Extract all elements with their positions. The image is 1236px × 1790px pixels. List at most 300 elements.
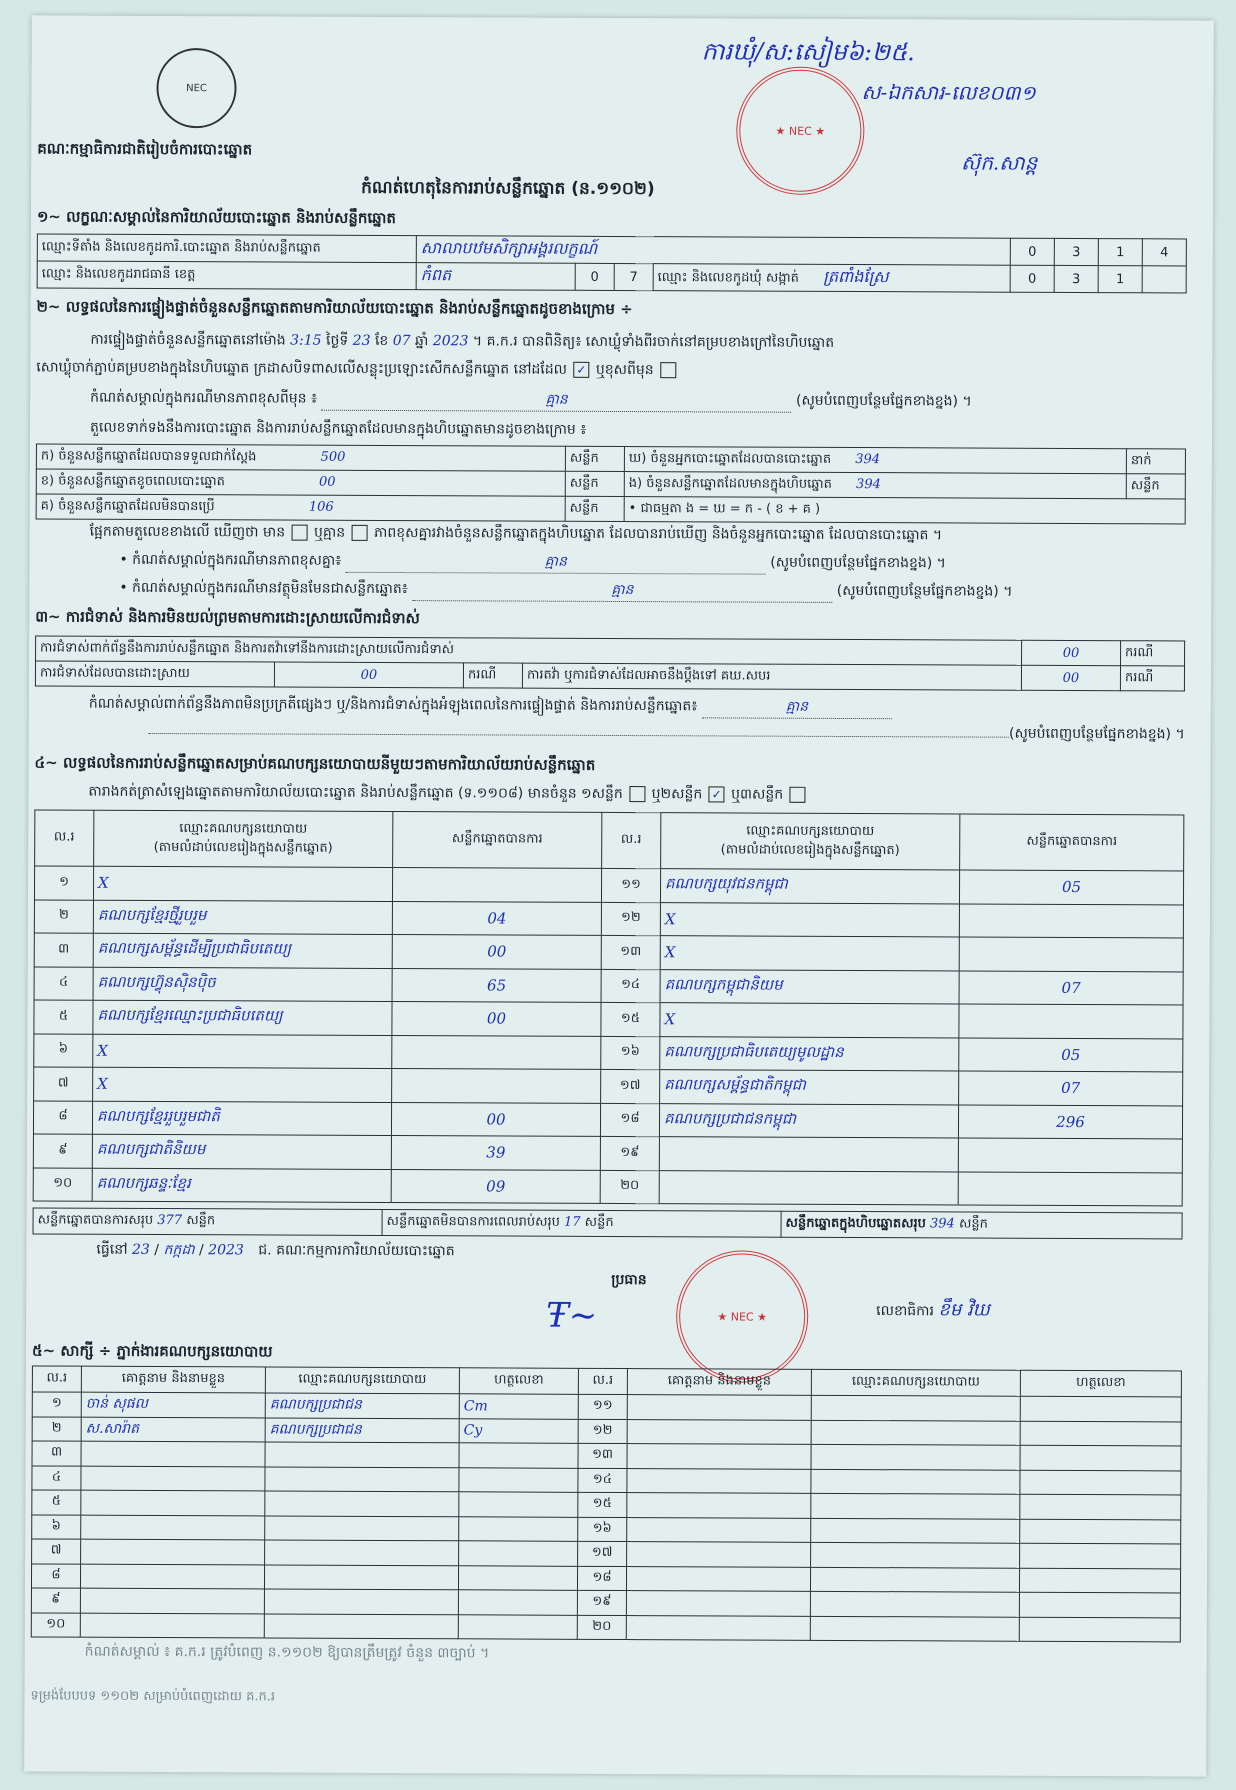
discrepancy-no-checkbox[interactable] — [352, 525, 368, 541]
discrepancy-text: ផ្អែកតាមតួលេខខាងលើ ឃើញថា មាន — [89, 523, 286, 541]
verification-month: 07 — [392, 333, 411, 350]
witness-signature — [1020, 1445, 1181, 1470]
total-invalid-value: 17 — [563, 1214, 581, 1230]
handwritten-note-name: ស៊ុក.សាន្ត — [961, 150, 1038, 175]
section1-title: ១~ លក្ខណៈសម្គាល់នៃការិយាល័យបោះឆ្នោត និងរាប់សន្លឹកឆ្នោត — [36, 207, 397, 228]
unused-ballots-value: 106 — [308, 499, 334, 515]
party-votes — [959, 903, 1183, 937]
object-note-line — [119, 578, 1179, 605]
party-name: គណបក្សសម្ព័ន្ធជាតិកម្ពុជា — [660, 1070, 959, 1105]
witness-no: ១១ — [578, 1394, 627, 1419]
witness-no: ៨ — [31, 1563, 80, 1588]
verification-lock-text: ។ គ.ក.រ បានពិនិត្យ៖ សោឃ្លុំទាំងពីរចាក់នៅគម្របខាងក្រៅនៃហិបឆ្នោត — [472, 333, 835, 351]
seal-line — [36, 357, 678, 381]
section4-title: ៤~ លទ្ធផលនៃការរាប់សន្លឹកឆ្នោតសម្រាប់គណបក្សនយោបាយនីមួយៗតាមការិយាល័យរាប់សន្លឹកឆ្នោត — [34, 753, 596, 774]
figures-intro: តួលេខទាក់ទងនឹងការបោះឆ្នោត និងការរាប់សន្លឹកឆ្នោតដែលមានក្នុងហិបឆ្នោតមានដូចខាងក្រោម ៖ — [90, 419, 587, 438]
totals-table — [33, 1207, 1183, 1239]
witness-signature — [1020, 1396, 1181, 1421]
witness-no: ១ — [32, 1392, 81, 1417]
party-no: ១០ — [33, 1167, 92, 1201]
party-name: X — [93, 1067, 392, 1102]
changed-checkbox[interactable] — [660, 362, 676, 378]
verification-time: 3:15 — [290, 332, 322, 349]
w-col-sign-right: ហត្ថលេខា — [1020, 1370, 1181, 1397]
party-no: ១៨ — [600, 1103, 659, 1137]
witness-party — [811, 1518, 1020, 1543]
voters-field — [624, 447, 1126, 474]
section2-title: ២~ លទ្ធផលនៃការផ្ទៀងផ្ទាត់ចំនួនសន្លឹកឆ្នោតតាមការិយាល័យបោះឆ្នោត និងរាប់សន្លឹកឆ្នោតដូចខាងក្រោម ÷ — [36, 297, 633, 319]
party-results-table — [33, 809, 1185, 1206]
col-votes-left: សន្លឹកឆ្នោតបានការ — [393, 812, 602, 869]
witness-party — [265, 1540, 459, 1565]
witness-party — [264, 1589, 458, 1614]
col-party-left — [94, 810, 393, 867]
total-box-value: 394 — [929, 1216, 955, 1232]
witness-no: ១៤ — [578, 1468, 627, 1493]
party-name: X — [660, 902, 959, 937]
witness-no: ១៧ — [578, 1541, 627, 1566]
change-note-line — [90, 388, 1180, 415]
witness-party: គណបក្សប្រជាជន — [265, 1417, 459, 1442]
two-sheet-label: ឬ២សន្លឹក — [651, 786, 703, 803]
appeal-value: 00 — [1021, 665, 1120, 690]
party-no: ១១ — [601, 868, 660, 902]
witness-name — [627, 1419, 811, 1444]
party-name: X — [660, 1003, 959, 1038]
party-name: គណបក្សសម្ព័ន្ធដើម្បីប្រជាធិបតេយ្យ — [93, 933, 392, 968]
unused-ballots-field — [36, 494, 565, 521]
party-no: ២ — [34, 899, 93, 933]
witness-no: ៩ — [31, 1588, 80, 1613]
object-note-hint: (សូមបំពេញបន្ថែមផ្នែកខាងខ្នង) ។ — [836, 582, 1013, 600]
party-row — [34, 866, 1183, 905]
witness-signature — [1020, 1494, 1181, 1519]
party-votes: 04 — [392, 901, 601, 935]
party-name: គណបក្សជាតិនិយម — [92, 1134, 391, 1169]
location-code-4: 4 — [1142, 239, 1186, 266]
signoff-year: 2023 — [208, 1242, 244, 1259]
party-votes — [959, 937, 1183, 971]
witness-signature — [458, 1590, 577, 1615]
witness-name — [627, 1395, 811, 1420]
witness-signature — [459, 1467, 578, 1492]
party-votes: 65 — [392, 968, 601, 1002]
witness-name — [627, 1542, 811, 1567]
figures-table — [36, 443, 1186, 524]
total-valid-field — [33, 1208, 382, 1236]
three-sheet-label: ឬ៣សន្លឹក — [731, 786, 784, 803]
col-party-right — [661, 813, 960, 870]
unused-ballots-label: គ) ចំនួនសន្លឹកឆ្នោតដែលមិនបានប្រើ — [40, 497, 215, 514]
change-note-value: គ្មាន — [322, 389, 792, 413]
party-no: ៦ — [34, 1033, 93, 1067]
discrepancy-yes-checkbox[interactable] — [292, 525, 308, 541]
witness-party — [811, 1493, 1020, 1518]
received-ballots-value: 500 — [320, 449, 346, 465]
w-col-sign-left: ហត្ថលេខា — [459, 1368, 578, 1395]
party-votes: 05 — [959, 1037, 1183, 1071]
nec-emblem-icon: NEC — [156, 48, 236, 128]
irregularity-note-hint: (សូមបំពេញបន្ថែមផ្នែកខាងខ្នង) ។ — [1008, 725, 1185, 743]
party-name: X — [93, 1034, 392, 1069]
seal-text: សោឃ្លុំចាក់ភ្ជាប់គម្របខាងក្នុងនៃហិបឆ្នោត ក្រដាសបិទពាសលើសន្លុះប្រឡោះសើកសន្លឹកឆ្នោត នៅដដែល — [36, 359, 568, 378]
received-ballots-unit: សន្លឹក — [565, 446, 624, 471]
witness-party — [265, 1491, 459, 1516]
witness-party — [265, 1515, 459, 1540]
signoff-committee: ជ. គណៈកម្មការការិយាល័យបោះឆ្នោត — [258, 1242, 455, 1260]
party-votes: 00 — [391, 1102, 600, 1136]
party-votes: 07 — [959, 970, 1183, 1004]
formula: • ជាធម្មតា ង = ឃ = ក - ( ខ + គ ) — [624, 497, 1185, 524]
total-box-field — [781, 1211, 1182, 1239]
voters-unit: នាក់ — [1126, 449, 1185, 474]
witness-party — [811, 1469, 1020, 1494]
signoff-date-label: ធ្វើនៅ — [96, 1241, 128, 1258]
commune-code-1: 0 — [1010, 265, 1054, 292]
irregularity-note-label: កំណត់សម្គាល់ពាក់ព័ន្ធនឹងភាពមិនប្រក្រតីផ្សេងៗ ឬ/និងការជំទាស់ក្នុងអំឡុងពេលនៃការផ្ទៀងផ្ទាត់ និងការរាប់សន្លឹកឆ្នោត៖ — [88, 695, 698, 715]
witness-signature — [458, 1614, 577, 1639]
official-stamp-top: ★ NEC ★ — [736, 67, 865, 196]
witness-signature — [1019, 1617, 1180, 1642]
witness-name — [627, 1444, 811, 1469]
witness-name — [627, 1468, 811, 1493]
party-no: ១២ — [601, 902, 660, 936]
commune-field — [653, 264, 1010, 293]
footer-note: កំណត់សម្គាល់ ៖ គ.ក.រ ត្រូវបំពេញ ន.១១០២ ឱ្យបានត្រឹមត្រូវ ចំនួន ៣ច្បាប់ ។ — [84, 1643, 490, 1662]
spoiled-ballots-field — [36, 469, 565, 496]
verification-year-label: ឆ្នាំ — [415, 333, 429, 350]
witness-name — [627, 1493, 811, 1518]
witness-name — [81, 1515, 265, 1540]
province-label: ឈ្មោះ និងលេខកូដរាជធានី ខេត្ត — [37, 261, 416, 290]
party-votes: 39 — [391, 1136, 600, 1170]
witness-name — [627, 1517, 811, 1542]
witness-no: ១២ — [578, 1419, 627, 1444]
party-votes — [392, 868, 601, 902]
party-name: គណបក្សកម្ពុជានិយម — [660, 969, 959, 1004]
spoiled-ballots-unit: សន្លឹក — [565, 471, 624, 496]
box-ballots-field — [624, 472, 1126, 499]
province-code-1: 0 — [575, 263, 614, 290]
total-invalid-field — [382, 1209, 781, 1237]
tally-sheet-line — [88, 782, 807, 806]
complaints-table — [35, 635, 1185, 691]
handwritten-note-code: ស-ឯកសារ-លេខ០៣១ — [861, 80, 1036, 105]
province-value: កំពត — [416, 263, 575, 291]
verification-day-label: ថ្ងៃទី — [325, 332, 349, 349]
witness-name — [81, 1466, 265, 1491]
witness-party — [264, 1613, 458, 1638]
party-name: គណបក្សយុវជនកម្ពុជា — [660, 869, 959, 904]
witness-row — [31, 1612, 1180, 1642]
party-votes: 09 — [391, 1169, 600, 1203]
diff-note-value: គ្មាន — [346, 551, 766, 575]
party-no: ១ — [34, 866, 93, 900]
two-sheet-checkbox[interactable]: ✓ — [709, 786, 725, 802]
witness-no: ១៣ — [578, 1443, 627, 1468]
witness-no: ២ — [32, 1416, 81, 1441]
chair-title: ប្រធាន — [611, 1271, 647, 1289]
voters-label: ឃ) ចំនួនអ្នកបោះឆ្នោតដែលបានបោះឆ្នោត — [628, 450, 832, 467]
discrepancy-no-label: ឬគ្មាន — [313, 524, 346, 541]
object-note-label: • កំណត់សម្គាល់ក្នុងករណីមានវត្ថុមិនមែនជាសន្លឹកឆ្នោត៖ — [119, 579, 408, 598]
witness-no: ២០ — [577, 1615, 626, 1640]
doc-title: កំណត់ហេតុនៃការរាប់សន្លឹកឆ្នោត (ន.១១០២) — [361, 177, 655, 200]
section3-title: ៣~ ការជំទាស់ និងការមិនយល់ព្រមតាមការដោះស្រាយលើការជំទាស់ — [35, 607, 420, 628]
total-invalid-unit: សន្លឹក — [584, 1214, 614, 1230]
diff-note-label: • កំណត់សម្គាល់ក្នុងករណីមានភាពខុសគ្នា៖ — [119, 551, 342, 569]
witness-no: ១០ — [31, 1612, 80, 1637]
signoff-day: 23 — [131, 1241, 150, 1258]
verification-time-label: ការផ្ទៀងផ្ទាត់ចំនួនសន្លឹកឆ្នោតនៅម៉ោង — [90, 331, 286, 349]
secretary-line — [876, 1297, 990, 1324]
witness-name: ចាន់ សុផល — [81, 1392, 265, 1417]
party-row — [33, 1167, 1182, 1206]
party-name: X — [660, 936, 959, 971]
resolved-label: ការជំទាស់ដែលបានដោះស្រាយ — [35, 661, 274, 687]
witness-no: ១៨ — [577, 1566, 626, 1591]
witness-name — [80, 1588, 264, 1613]
party-name: X — [93, 866, 392, 901]
w-col-name-left: គោត្តនាម និងនាមខ្លួន — [81, 1366, 265, 1393]
witness-name — [81, 1539, 265, 1564]
verification-month-label: ខែ — [374, 332, 389, 349]
witness-signature — [1020, 1421, 1181, 1446]
commune-value: ត្រពាំងស្រែ — [823, 266, 889, 287]
irregularity-note-value: គ្មាន — [702, 696, 892, 719]
witness-no: ១៥ — [578, 1492, 627, 1517]
party-name — [659, 1137, 958, 1172]
party-name: គណបក្សខ្មែរថ្មីរួបរួម — [93, 900, 392, 935]
witness-party — [811, 1444, 1020, 1469]
unused-ballots-unit: សន្លឹក — [565, 496, 624, 521]
party-votes: 00 — [392, 935, 601, 969]
footer-form-ref: ទម្រង់បែបបទ ១១០២ សម្រាប់បំពេញដោយ គ.ក.រ — [30, 1688, 276, 1705]
party-row — [34, 1000, 1183, 1039]
witness-table — [31, 1365, 1182, 1642]
resolved-value: 00 — [274, 662, 463, 688]
witness-no: ៧ — [32, 1539, 81, 1564]
w-col-no-right: ល.រ — [578, 1368, 627, 1394]
witness-name: ស.សារ៉ាត — [81, 1417, 265, 1442]
witness-name — [81, 1441, 265, 1466]
party-name — [659, 1170, 958, 1205]
w-col-party-left: ឈ្មោះគណបក្សនយោបាយ — [265, 1367, 459, 1394]
object-note-value: គ្មាន — [412, 579, 832, 603]
form-sheet — [24, 15, 1214, 1776]
spoiled-ballots-value: 00 — [319, 474, 336, 490]
location-code-1: 0 — [1010, 238, 1054, 265]
witness-no: ៣ — [32, 1441, 81, 1466]
col-party-right-title: ឈ្មោះគណបក្សនយោបាយ — [746, 823, 875, 839]
w-col-party-right: ឈ្មោះគណបក្សនយោបាយ — [811, 1369, 1020, 1396]
party-row — [34, 966, 1183, 1005]
secretary-name: ខឹម វិឃ — [938, 1299, 990, 1321]
box-ballots-unit: សន្លឹក — [1126, 474, 1185, 499]
location-code-2: 3 — [1054, 238, 1098, 265]
appeal-label: ការតវ៉ា ឬការជំទាស់ដែលអាចនឹងប្តឹងទៅ គឃ.សបរ — [522, 663, 1021, 690]
witness-no: ១៩ — [577, 1590, 626, 1615]
witness-no: ៦ — [32, 1514, 81, 1539]
witness-name — [80, 1564, 264, 1589]
change-note-label: កំណត់សម្គាល់ក្នុងករណីមានភាពខុសពីមុន ៖ — [90, 389, 318, 407]
complaints-label: ការជំទាស់ពាក់ព័ន្ធនឹងការរាប់សន្លឹកឆ្នោត និងការតវ៉ាទៅនឹងការដោះស្រាយលើការជំទាស់ — [36, 636, 1022, 665]
party-votes — [392, 1069, 601, 1103]
witness-name — [80, 1613, 264, 1638]
party-name: គណបក្សប្រជាជនកម្ពុជា — [659, 1103, 958, 1138]
irregularity-note-line — [89, 694, 1179, 721]
col-no-right: ល.រ — [602, 812, 661, 868]
party-no: ៨ — [33, 1100, 92, 1134]
party-name: គណបក្សខ្មែររួបរួមជាតិ — [92, 1101, 391, 1136]
discrepancy-line — [90, 522, 943, 547]
spoiled-ballots-label: ខ) ចំនួនសន្លឹកឆ្នោតខូចពេលបោះឆ្នោត — [40, 472, 225, 489]
commune-code-3: 1 — [1098, 266, 1142, 293]
party-no: ១៦ — [601, 1036, 660, 1070]
witness-party — [264, 1564, 458, 1589]
party-no: ១៧ — [601, 1069, 660, 1103]
witness-name — [626, 1566, 810, 1591]
party-row — [34, 933, 1183, 972]
province-code-2: 7 — [614, 263, 653, 290]
received-ballots-field — [36, 444, 565, 471]
received-ballots-label: ក) ចំនួនសន្លឹកឆ្នោតដែលបានទទួលជាក់ស្តែង — [40, 447, 257, 464]
witness-signature — [459, 1516, 578, 1541]
verification-line — [90, 330, 834, 354]
same-checkbox[interactable]: ✓ — [573, 362, 589, 378]
changed-label: ឬខុសពីមុន — [595, 361, 654, 379]
col-no-left: ល.រ — [35, 810, 94, 866]
party-no: ១៥ — [601, 1002, 660, 1036]
witness-signature — [1020, 1543, 1181, 1568]
signoff-month: កក្កដា — [163, 1242, 195, 1259]
signoff-date-line: ធ្វើនៅ 23 / កក្កដា / 2023 ជ. គណៈកម្មការការិយាល័យបោះឆ្នោត — [96, 1241, 455, 1260]
total-box-label: សន្លឹកឆ្នោតក្នុងហិបឆ្នោតសរុប — [785, 1215, 926, 1232]
total-valid-value: 377 — [157, 1212, 183, 1229]
party-row — [34, 1033, 1183, 1072]
witness-party: គណបក្សប្រជាជន — [265, 1393, 459, 1418]
witness-signature — [459, 1541, 578, 1566]
party-votes: 07 — [959, 1071, 1183, 1105]
witness-party — [811, 1420, 1020, 1445]
party-votes — [392, 1035, 601, 1069]
box-ballots-value: 394 — [856, 476, 881, 492]
commune-label: ឈ្មោះ និងលេខកូដឃុំ សង្កាត់ — [657, 270, 799, 286]
party-votes — [958, 1138, 1182, 1172]
witness-signature — [1019, 1568, 1180, 1593]
witness-party — [810, 1591, 1019, 1616]
tally-sheet-text: តារាងកត់ត្រាសំឡេងឆ្នោតតាមការិយាល័យបោះឆ្នោត និងរាប់សន្លឹកឆ្នោត (ទ.១១០៨) មានចំនួន ១សន្លឹក — [88, 783, 623, 803]
section1-table — [37, 233, 1187, 293]
voters-value: 394 — [855, 451, 881, 467]
party-row — [33, 1100, 1182, 1139]
three-sheet-checkbox[interactable] — [790, 787, 806, 803]
official-stamp-bottom: ★ NEC ★ — [676, 1250, 809, 1383]
party-votes — [959, 1004, 1183, 1038]
complaints-unit: ករណី — [1121, 641, 1185, 666]
witness-party — [265, 1442, 459, 1467]
witness-name — [626, 1615, 810, 1640]
discrepancy-desc: ភាពខុសគ្នារវាងចំនួនសន្លឹកឆ្នោតក្នុងហិបឆ្នោត ដែលបានរាប់ឃើញ និងចំនួនអ្នកបោះឆ្នោត ដែលបានបោះឆ្នោត ។ — [374, 524, 943, 544]
one-sheet-checkbox[interactable] — [629, 786, 645, 802]
party-no: ១៤ — [601, 969, 660, 1003]
location-value: សាលាបឋមសិក្សាអង្គរលក្ខណ៍ — [416, 236, 1010, 266]
diff-note-hint: (សូមបំពេញបន្ថែមផ្នែកខាងខ្នង) ។ — [770, 554, 946, 572]
change-note-hint: (សូមបំពេញបន្ថែមផ្នែកខាងខ្នង) ។ — [796, 392, 972, 410]
witness-party — [811, 1395, 1020, 1420]
witness-signature — [459, 1492, 578, 1517]
col-party-left-title: ឈ្មោះគណបក្សនយោបាយ — [179, 820, 308, 837]
witness-name — [626, 1591, 810, 1616]
party-votes: 00 — [392, 1002, 601, 1036]
chair-signature-icon: Ŧ~ — [546, 1295, 598, 1336]
party-no: ៩ — [33, 1134, 92, 1168]
witness-party — [811, 1542, 1020, 1567]
witness-signature — [1020, 1519, 1181, 1544]
org-name: គណៈកម្មាធិការជាតិរៀបចំការបោះឆ្នោត — [37, 139, 253, 159]
verification-year: 2023 — [432, 333, 469, 350]
witness-signature — [459, 1443, 578, 1468]
total-invalid-label: សន្លឹកឆ្នោតមិនបានការពេលរាប់សរុប — [386, 1213, 560, 1230]
witness-signature — [1019, 1592, 1180, 1617]
party-no: ២០ — [600, 1170, 659, 1204]
witness-signature: Cy — [459, 1418, 578, 1443]
witness-party — [265, 1466, 459, 1491]
party-no: ៥ — [34, 1000, 93, 1034]
party-row — [34, 899, 1183, 938]
witness-signature — [1020, 1470, 1181, 1495]
party-name: គណបក្សប្រជាធិបតេយ្យមូលដ្ឋាន — [660, 1036, 959, 1071]
section5-title: ៥~ សាក្សី ÷ ភ្នាក់ងារគណបក្សនយោបាយ — [31, 1341, 273, 1361]
witness-name — [81, 1490, 265, 1515]
handwritten-note-top: ការឃុំ/ស:សៀម៦:២៥. — [701, 37, 915, 67]
witness-no: ១៦ — [578, 1517, 627, 1542]
witness-party — [810, 1616, 1019, 1641]
party-name: គណបក្សខ្មែរឈ្មោះប្រជាធិបតេយ្យ — [93, 1000, 392, 1035]
location-label: ឈ្មោះទីតាំង និងលេខកូដការិ.បោះឆ្នោត និងរាប់សន្លឹកឆ្នោត — [37, 234, 416, 263]
resolved-unit: ករណី — [463, 663, 522, 688]
total-valid-label: សន្លឹកឆ្នោតបានការសរុប — [37, 1212, 154, 1228]
witness-signature: Cm — [459, 1394, 578, 1419]
party-row — [34, 1067, 1183, 1106]
col-votes-right: សន្លឹកឆ្នោតបានការ — [960, 814, 1184, 871]
verification-day: 23 — [352, 332, 371, 349]
box-ballots-label: ង) ចំនួនសន្លឹកឆ្នោតដែលមានក្នុងហិបឆ្នោត — [628, 475, 832, 492]
party-no: ១៣ — [601, 935, 660, 969]
party-row — [33, 1134, 1182, 1173]
col-party-left-sub: (តាមលំដាប់លេខរៀងក្នុងសន្លឹកឆ្នោត) — [153, 839, 333, 856]
commune-code-2: 3 — [1054, 265, 1098, 292]
party-name: គណបក្សឆន្ទៈខ្មែរ — [92, 1168, 391, 1203]
irregularity-note-hint-line — [35, 719, 1185, 745]
party-votes: 05 — [959, 870, 1183, 904]
witness-no: ៥ — [32, 1490, 81, 1515]
total-valid-unit: សន្លឹក — [186, 1213, 216, 1229]
witness-party — [810, 1567, 1019, 1592]
complaints-value: 00 — [1022, 640, 1121, 665]
party-no: ៤ — [34, 966, 93, 1000]
party-no: ១៩ — [600, 1136, 659, 1170]
col-party-right-sub: (តាមលំដាប់លេខរៀងក្នុងសន្លឹកឆ្នោត) — [720, 841, 900, 858]
secretary-title: លេខាធិការ — [876, 1303, 934, 1320]
party-no: ៣ — [34, 933, 93, 967]
w-col-no-left: ល.រ — [32, 1366, 81, 1392]
party-votes — [958, 1171, 1182, 1205]
total-box-unit: សន្លឹក — [958, 1216, 988, 1232]
diff-note-line — [119, 550, 1179, 577]
appeal-unit: ករណី — [1120, 666, 1184, 691]
witness-no: ៤ — [32, 1465, 81, 1490]
